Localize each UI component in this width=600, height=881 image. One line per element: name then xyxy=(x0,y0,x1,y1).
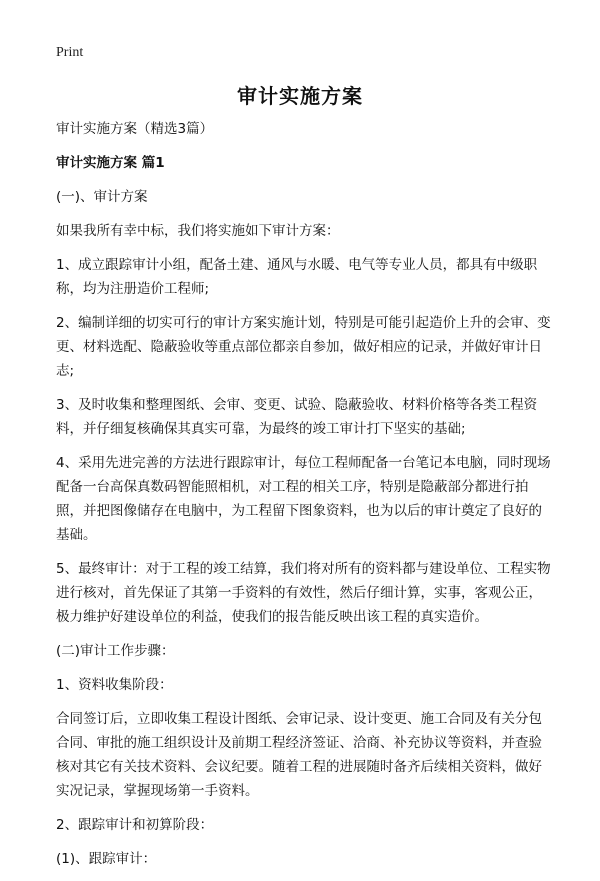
page-title: 审计实施方案 xyxy=(237,84,363,108)
paragraph: 2、编制详细的切实可行的审计方案实施计划，特别是可能引起造价上升的会审、变更、材料选配、隐蔽验收等重点部位都亲自参加，做好相应的记录，并做好审计日志; xyxy=(56,315,551,379)
paragraph: 1、资料收集阶段： xyxy=(56,677,173,693)
paragraph: (一)、审计方案 xyxy=(56,189,148,205)
section-heading: 审计实施方案 篇1 xyxy=(56,155,165,171)
paragraph: 1、成立跟踪审计小组，配备土建、通风与水暖、电气等专业人员，都具有中级职称，均为注册造价工程师; xyxy=(56,257,538,297)
paragraph: 5、最终审计：对于工程的竣工结算，我们将对所有的资料都与建设单位、工程实物进行核对，首先保证了其第一手资料的有效性，然后仔细计算，实事，客观公正，极力维护好建设单位的利益，使我们的报告能反映出该工程的真实造价。 xyxy=(56,561,551,625)
paragraph: 2、跟踪审计和初算阶段： xyxy=(56,817,214,833)
paragraph: 4、采用先进完善的方法进行跟踪审计，每位工程师配备一台笔记本电脑，同时现场配备一台高保真数码智能照相机，对工程的相关工序，特别是隐蔽部分都进行拍照，并把图像储存在电脑中，为工程留下图象资料，也为以后的审计奠定了良好的基础。 xyxy=(56,455,551,543)
paragraph: (1)、跟踪审计： xyxy=(56,851,157,867)
document-subtitle: 审计实施方案（精选3篇） xyxy=(56,121,214,137)
print-label: Print xyxy=(56,45,84,60)
paragraph: (二)审计工作步骤： xyxy=(56,643,175,659)
paragraph: 如果我所有幸中标，我们将实施如下审计方案： xyxy=(56,223,340,239)
paragraph: 合同签订后，立即收集工程设计图纸、会审记录、设计变更、施工合同及有关分包合同、审批的施工组织设计及前期工程经济签证、洽商、补充协议等资料，并查验核对其它有关技术资料、会议纪要。随着工程的进展随时备齐后续相关资料，做好实况记录，掌握现场第一手资料。 xyxy=(56,711,542,799)
document-body xyxy=(56,117,554,881)
paragraph: 3、及时收集和整理图纸、会审、变更、试验、隐蔽验收、材料价格等各类工程资料，并仔细复核确保其真实可靠，为最终的竣工审计打下坚实的基础; xyxy=(56,397,538,437)
